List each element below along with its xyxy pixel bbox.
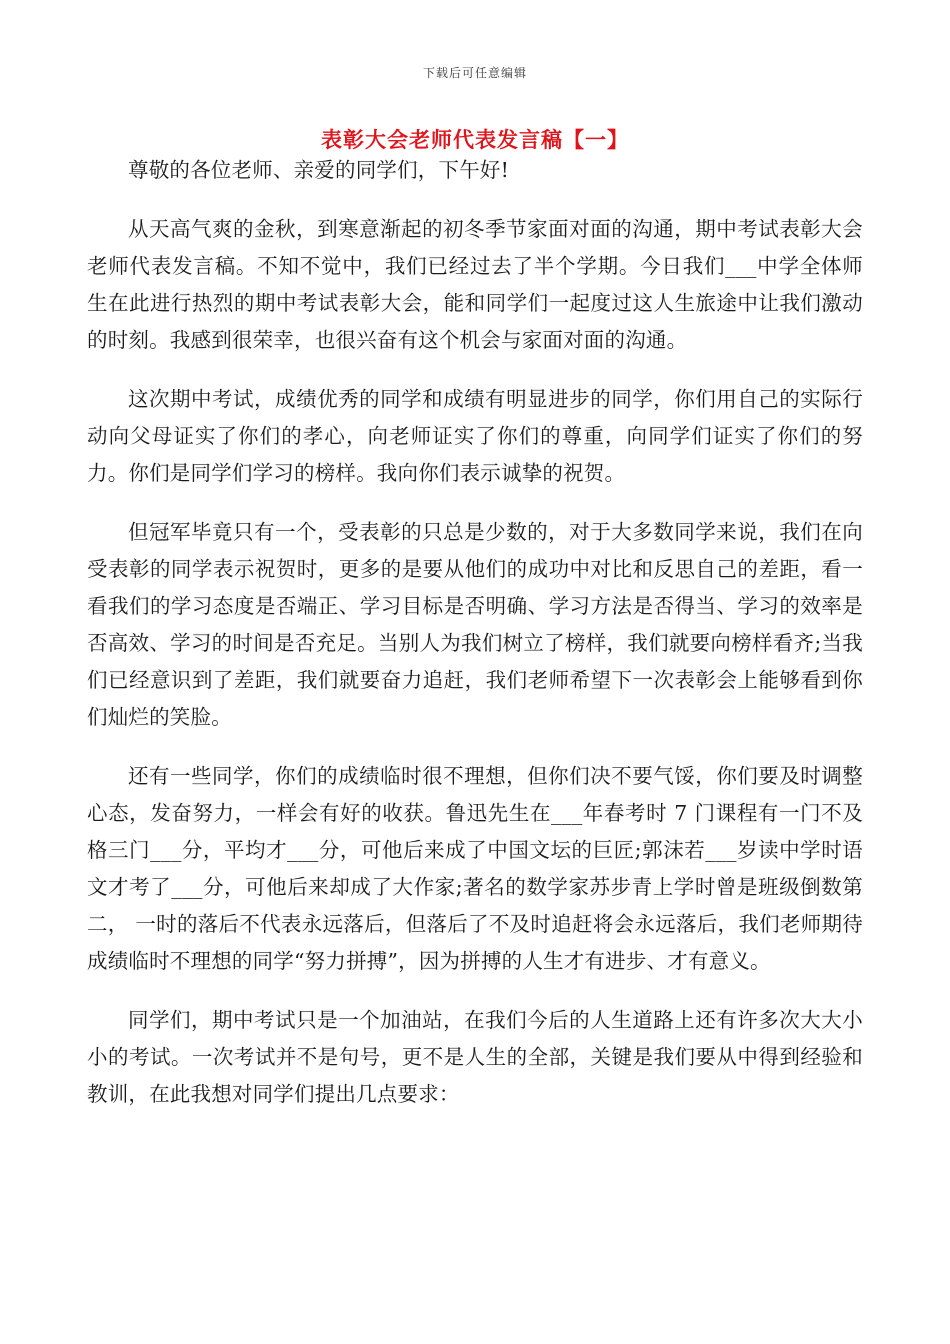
paragraph-greeting: 尊敬的各位老师、亲爱的同学们，下午好! <box>128 158 510 182</box>
paragraph-encouragement: 还有一些同学，你们的成绩临时很不理想，但你们决不要气馁，你们要及时调整心态，发奋努力，一样会有好的收获。鲁迅先生在___年春考时 7 门课程有一门不及格三门___分，平均才___分，可他后来成了中国文坛的巨匠;郭沫若___岁读中学时语文才考了___分，可他后来却成了大作家;著名的数学家苏步青上学时曾是班级倒数第二， 一时的落后不代表永远落后，但落后了不及时追赶将会永远落后，我们老师期待成绩临时不理想的同学“努力拼搏”，因为拼搏的人生才有进步、才有意义。 <box>87 764 863 973</box>
document-body <box>87 152 863 1135</box>
paragraph-reflection: 但冠军毕竟只有一个，受表彰的只总是少数的，对于大多数同学来说，我们在向受表彰的同学表示祝贺时，更多的是要从他们的成功中对比和反思自己的差距，看一看我们的学习态度是否端正、学习目标是否明确、学习方法是否得当、学习的效率是否高效、学习的时间是否充足。当别人为我们树立了榜样，我们就要向榜样看齐;当我们已经意识到了差距，我们就要奋力追赶，我们老师希望下一次表彰会上能够看到你们灿烂的笑脸。 <box>87 520 863 729</box>
paragraph-opening: 从天高气爽的金秋，到寒意渐起的初冬季节家面对面的沟通，期中考试表彰大会 老师代表发言稿。不知不觉中，我们已经过去了半个学期。今日我们___中学全体师生在此进行热烈的期中考试表彰大会，能和同学们一起度过这人生旅途中让我们激动的时刻。我感到很荣幸，也很兴奋有这个机会与家面对面的沟通。 <box>87 217 863 352</box>
header-note: 下载后可任意编辑 <box>422 66 527 80</box>
paragraph-requirements: 同学们，期中考试只是一个加油站，在我们今后的人生道路上还有许多次大大小小的考试。一次考试并不是句号，更不是人生的全部，关键是我们要从中得到经验和教训，在此我想对同学们提出几点要求： <box>87 1008 863 1106</box>
paragraph-congratulations: 这次期中考试，成绩优秀的同学和成绩有明显进步的同学，你们用自己的实际行动向父母证实了你们的孝心，向老师证实了你们的尊重，向同学们证实了你们的努力。你们是同学们学习的榜样。我向你们表示诚挚的祝贺。 <box>87 387 863 485</box>
document-title: 表彰大会老师代表发言稿【一】 <box>321 127 629 152</box>
